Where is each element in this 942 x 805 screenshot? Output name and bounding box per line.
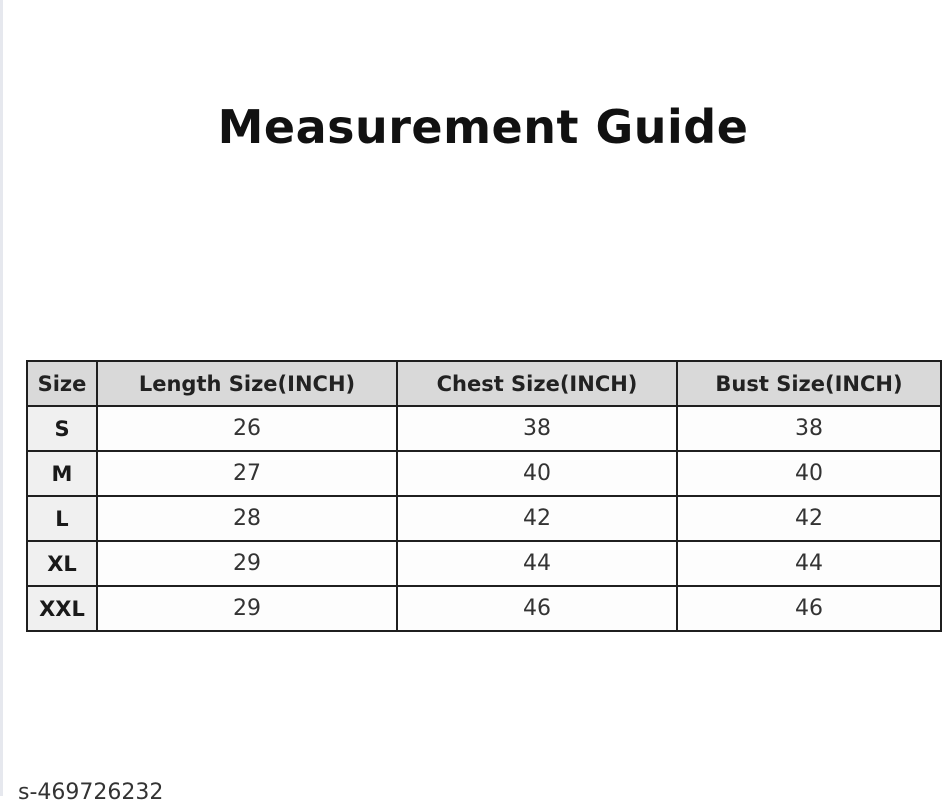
table-row [27,586,941,631]
bust-cell: 44 [677,541,941,586]
header-size: Size [27,361,97,406]
bust-cell: 38 [677,406,941,451]
length-cell: 26 [97,406,397,451]
page-title: Measurement Guide [217,100,749,154]
table-row [27,406,941,451]
header-bust: Bust Size(INCH) [677,361,941,406]
size-cell: XL [27,541,97,586]
header-length: Length Size(INCH) [97,361,397,406]
length-cell: 29 [97,541,397,586]
chest-cell: 42 [397,496,677,541]
table-row [27,496,941,541]
measurement-table [26,360,942,632]
bust-cell: 46 [677,586,941,631]
length-cell: 28 [97,496,397,541]
chest-cell: 38 [397,406,677,451]
size-cell: M [27,451,97,496]
size-cell: S [27,406,97,451]
table-header-row [27,361,941,406]
bust-cell: 42 [677,496,941,541]
table-row [27,541,941,586]
chest-cell: 40 [397,451,677,496]
length-cell: 27 [97,451,397,496]
chest-cell: 44 [397,541,677,586]
chest-cell: 46 [397,586,677,631]
product-code: s-469726232 [18,780,164,805]
table-row [27,451,941,496]
size-cell: L [27,496,97,541]
length-cell: 29 [97,586,397,631]
header-chest: Chest Size(INCH) [397,361,677,406]
bust-cell: 40 [677,451,941,496]
size-cell: XXL [27,586,97,631]
